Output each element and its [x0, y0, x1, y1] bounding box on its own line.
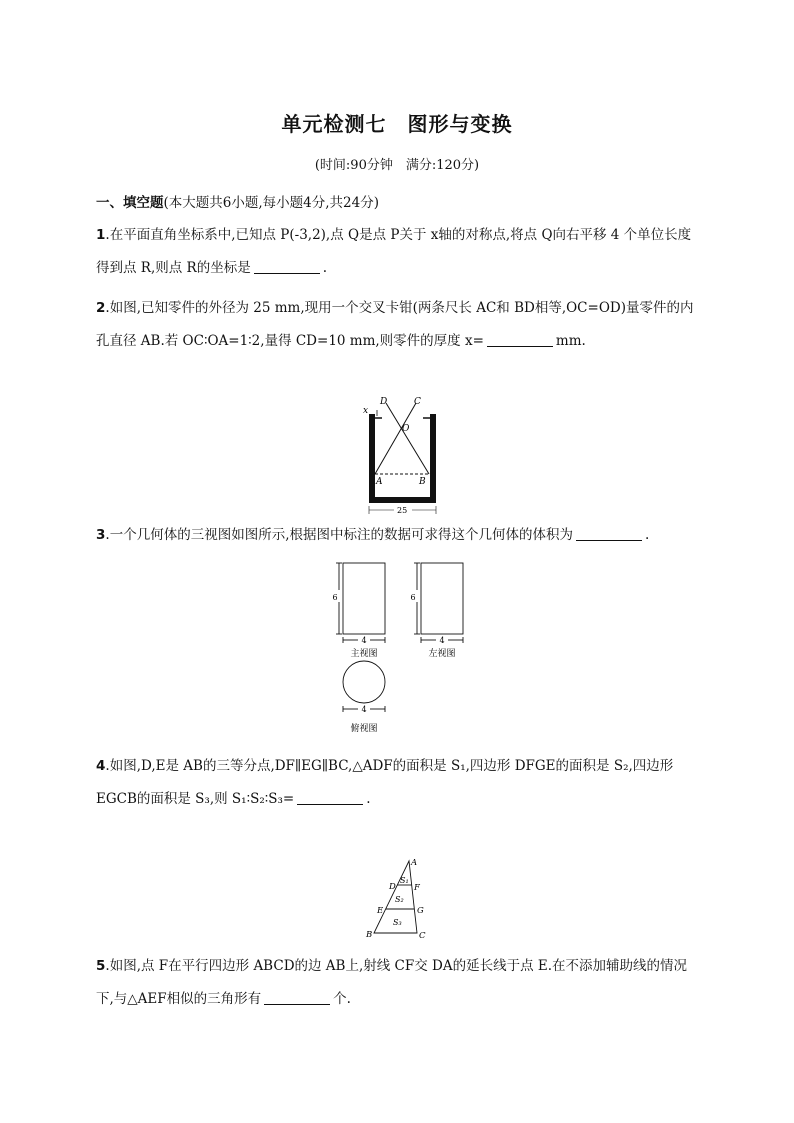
q2-label-c: C: [414, 397, 421, 407]
q3-answer-blank[interactable]: [576, 526, 642, 541]
q2-end: mm.: [555, 333, 586, 349]
q2-number: 2: [96, 300, 106, 316]
page-title: 单元检测七 图形与变换: [281, 112, 513, 136]
q4-label-s1: S₁: [400, 876, 409, 885]
q3-top-caption: 俯视图: [350, 724, 378, 734]
q1-end: .: [322, 260, 327, 276]
q2-label-width: 25: [397, 506, 408, 515]
q4-label-d: D: [389, 882, 396, 892]
q4-label-s2: S₂: [395, 895, 404, 904]
q2-label-d: D: [380, 397, 388, 407]
q3-three-views-figure: [322, 558, 472, 738]
q2-label-o: O: [402, 424, 410, 434]
q4-label-g: G: [417, 906, 424, 916]
q5-line1: .如图,点 F在平行四边形 ABCD的边 AB上,射线 CF交 DA的延长线于点 E.在不添加辅助线的情况: [105, 958, 688, 974]
q4-end: .: [366, 791, 371, 807]
q1-number: 1: [96, 227, 106, 243]
q5-end: 个.: [333, 991, 351, 1007]
q3-top-width: 4: [361, 705, 367, 714]
q2-label-a: A: [376, 477, 383, 487]
q2-line1: .如图,已知零件的外径为 25 mm,现用一个交叉卡钳(两条尺长 AC和 BD相等,OC=OD)量零件的内: [105, 300, 694, 316]
section-heading: [96, 191, 379, 211]
question-5: [96, 950, 701, 1016]
question-1: [96, 219, 701, 285]
q3-front-caption: 主视图: [350, 649, 378, 659]
q3-front-height: 6: [332, 593, 338, 602]
q4-label-a: A: [411, 858, 418, 868]
question-3: [96, 519, 701, 552]
q3-number: 3: [96, 527, 106, 543]
q4-triangle-figure: [360, 855, 440, 943]
section-title: 一、填空题: [96, 195, 164, 211]
question-4: [96, 750, 701, 816]
q4-line1: .如图,D,E是 AB的三等分点,DF∥EG∥BC,△ADF的面积是 S₁,四边形 DFGE的面积是 S₂,四边形: [105, 758, 674, 774]
q4-label-e: E: [377, 906, 384, 916]
section-desc: (本大题共6小题,每小题4分,共24分): [163, 195, 379, 211]
q1-answer-blank[interactable]: [254, 259, 320, 274]
q3-side-width: 4: [439, 636, 445, 645]
q5-line2: 下,与△AEF相似的三角形有: [96, 991, 262, 1007]
q4-label-f: F: [414, 883, 420, 893]
exam-info: (时间:90分钟 满分:120分): [314, 158, 480, 173]
q3-side-height: 6: [410, 593, 416, 602]
q4-number: 4: [96, 758, 106, 774]
q5-number: 5: [96, 958, 106, 974]
q3-front-width: 4: [361, 636, 367, 645]
q3-end: .: [645, 527, 650, 543]
q4-answer-blank[interactable]: [297, 790, 363, 805]
q5-answer-blank[interactable]: [264, 990, 330, 1005]
q3-side-caption: 左视图: [428, 649, 456, 659]
q4-label-b: B: [366, 930, 373, 940]
q3-line1: .一个几何体的三视图如图所示,根据图中标注的数据可求得这个几何体的体积为: [105, 527, 573, 543]
q2-caliper-figure: [360, 394, 440, 516]
q1-line2: 得到点 R,则点 R的坐标是: [96, 260, 251, 276]
q1-line1: .在平面直角坐标系中,已知点 P(-3,2),点 Q是点 P关于 x轴的对称点,将点 Q向右平移 4 个单位长度: [105, 227, 692, 243]
question-2: [96, 292, 701, 358]
q2-label-x: x: [363, 406, 369, 416]
q4-label-c: C: [419, 931, 426, 941]
q2-label-b: B: [419, 477, 426, 487]
q2-line2: 孔直径 AB.若 OC∶OA=1∶2,量得 CD=10 mm,则零件的厚度 x=: [96, 333, 484, 349]
q2-answer-blank[interactable]: [487, 332, 553, 347]
q4-line2: EGCB的面积是 S₃,则 S₁∶S₂∶S₃=: [96, 791, 295, 807]
q4-label-s3: S₃: [393, 918, 402, 927]
